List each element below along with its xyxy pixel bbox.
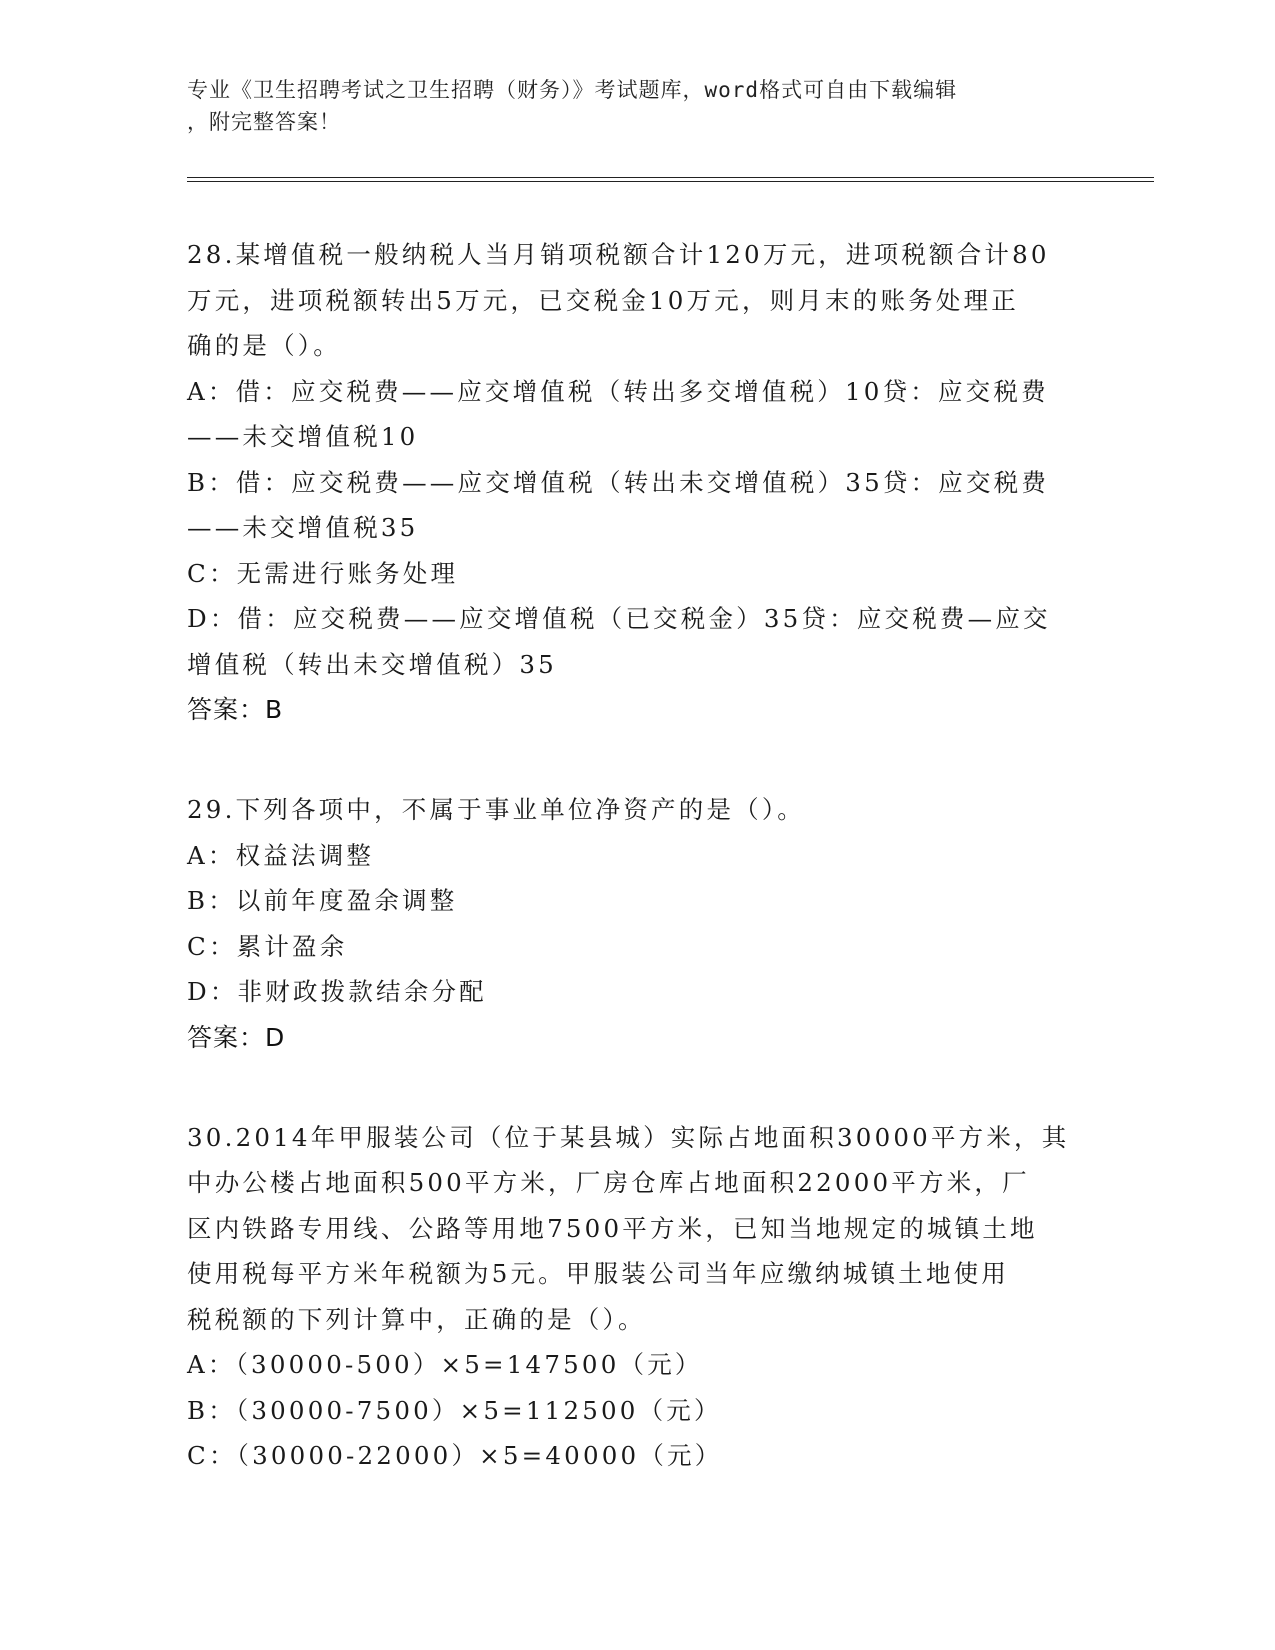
option-d: D：借：应交税费——应交增值税（已交税金）35贷：应交税费—应交 [187, 604, 1051, 633]
header-line-1: 专业《卫生招聘考试之卫生招聘（财务）》考试题库，word格式可自由下载编辑 [187, 78, 958, 102]
header-divider-bottom [187, 181, 1154, 182]
header-line-2: ，附完整答案！ [187, 110, 341, 134]
option-a: A：借：应交税费——应交增值税（转出多交增值税）10贷：应交税费 [187, 376, 1049, 406]
option-d-continued: 增值税（转出未交增值税）35 [187, 649, 557, 679]
option-b: B：（30000-7500）×5=112500（元） [187, 1395, 722, 1425]
question-stem-line: 万元，进项税额转出5万元，已交税金10万元，则月末的账务处理正 [187, 285, 1019, 315]
question-stem-line: 税税额的下列计算中，正确的是（）。 [187, 1304, 646, 1334]
option-c: C：累计盈余 [187, 931, 348, 961]
question-stem-line: 使用税每平方米年税额为5元。甲服装公司当年应缴纳城镇土地使用 [187, 1259, 1010, 1288]
answer: 答案：D [187, 1022, 286, 1052]
question-stem-line: 区内铁路专用线、公路等用地7500平方米，已知当地规定的城镇土地 [187, 1213, 1038, 1243]
option-a: A：（30000-500）×5=147500（元） [187, 1350, 703, 1379]
option-a-continued: ——未交增值税10 [187, 422, 419, 451]
option-c: C：无需进行账务处理 [187, 558, 459, 588]
question-list [187, 232, 1087, 1534]
question-28 [187, 232, 1087, 732]
option-d: D：非财政拨款结余分配 [187, 977, 487, 1006]
question-29 [187, 787, 1087, 1060]
question-30 [187, 1115, 1087, 1479]
header-divider-top [187, 177, 1154, 178]
option-b-continued: ——未交增值税35 [187, 513, 419, 542]
document-header [187, 74, 1067, 138]
option-a: A：权益法调整 [187, 840, 375, 870]
answer: 答案：B [187, 695, 284, 724]
option-b: B：借：应交税费——应交增值税（转出未交增值税）35贷：应交税费 [187, 467, 1050, 497]
option-b: B：以前年度盈余调整 [187, 886, 458, 915]
question-stem-line: 30.2014年甲服装公司（位于某县城）实际占地面积30000平方米，其 [187, 1122, 1070, 1152]
question-stem-line: 中办公楼占地面积500平方米，厂房仓库占地面积22000平方米，厂 [187, 1168, 1030, 1197]
option-c: C：（30000-22000）×5=40000（元） [187, 1441, 723, 1470]
question-stem-line: 确的是（）。 [187, 331, 341, 360]
question-stem-line: 29.下列各项中，不属于事业单位净资产的是（）。 [187, 795, 806, 824]
question-stem-line: 28.某增值税一般纳税人当月销项税额合计120万元，进项税额合计80 [187, 240, 1050, 269]
